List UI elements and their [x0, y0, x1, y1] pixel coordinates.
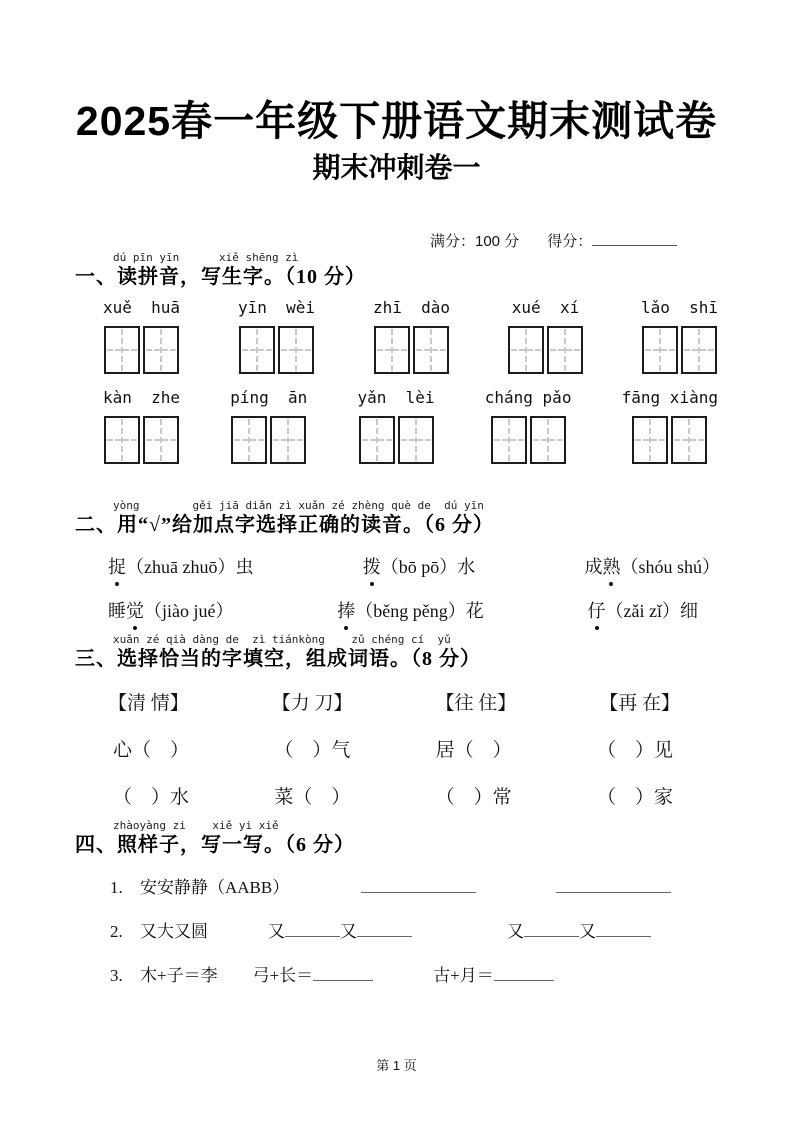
writing-box-pair: [642, 326, 717, 374]
grid-cell: [358, 388, 435, 464]
writing-box[interactable]: [681, 326, 717, 374]
fill-word-row-1: [113, 735, 673, 762]
score-label: 得分：: [547, 233, 593, 250]
item-prefix: 成: [584, 557, 603, 577]
writing-box[interactable]: [398, 416, 434, 464]
fill-word-blank[interactable]: 菜（ ）: [274, 787, 351, 808]
writing-box[interactable]: [104, 326, 140, 374]
pinyin-word: píng ān: [230, 388, 308, 407]
section-2-heading: 二、用“√”给加点字选择正确的读音。（6 分）: [75, 514, 494, 536]
item-number: 3.: [110, 966, 123, 985]
example-item-1: [110, 874, 735, 902]
fill-word-blank[interactable]: （ ）常: [435, 787, 512, 808]
pronunciation-row-2: [108, 596, 698, 626]
writing-box[interactable]: [671, 416, 707, 464]
grid-cell: [622, 388, 718, 464]
item-example-text: 又大又圆: [140, 922, 208, 941]
item-number: 2.: [110, 922, 123, 941]
fill-word-blank[interactable]: （ ）水: [113, 787, 190, 808]
section-1-pinyin: dú pīn yīn xiě shēng zì: [113, 251, 299, 264]
writing-box[interactable]: [632, 416, 668, 464]
answer-blank[interactable]: [313, 965, 373, 981]
fill-word-blank[interactable]: （ ）见: [596, 740, 673, 761]
equation-text: 古+月＝: [433, 966, 494, 985]
page-subtitle: 期末冲刺卷一: [312, 152, 481, 183]
writing-box[interactable]: [143, 326, 179, 374]
writing-box-pair: [359, 416, 434, 464]
writing-box[interactable]: [270, 416, 306, 464]
writing-box[interactable]: [359, 416, 395, 464]
writing-box[interactable]: [547, 326, 583, 374]
section-2-pinyin: yòng gěi jiā diǎn zì xuǎn zé zhèng què de dú yīn: [113, 499, 484, 512]
pronunciation-item[interactable]: [363, 552, 476, 582]
item-example-text: 安安静静（AABB）: [140, 878, 290, 897]
section-3-pinyin: xuǎn zé qià dàng de zì tiánkòng zǔ chéng cí yǔ: [113, 633, 451, 646]
fill-word-blank[interactable]: （ ）家: [596, 787, 673, 808]
item-options: （zǎi zǐ）细: [605, 601, 698, 621]
section-4-pinyin: zhàoyàng zi xiě yi xiě: [113, 819, 279, 832]
section-4: [75, 820, 735, 990]
character-option-pair: 【清 情】: [108, 693, 189, 714]
writing-box-pair: [508, 326, 583, 374]
answer-blank[interactable]: [361, 877, 476, 893]
writing-grid-rows: [103, 298, 718, 464]
grid-cell: [373, 298, 450, 374]
section-3: [75, 634, 735, 809]
dotted-character: 仔: [588, 596, 606, 626]
answer-blank[interactable]: [494, 965, 554, 981]
pinyin-word: kàn zhe: [103, 388, 181, 407]
writing-box-pair: [231, 416, 306, 464]
dotted-character: 拨: [363, 552, 381, 582]
pronunciation-item[interactable]: [588, 596, 698, 626]
answer-blank[interactable]: [556, 877, 671, 893]
full-score-label: 满分：100 分: [430, 233, 520, 250]
grid-row-1: [103, 298, 718, 374]
writing-box[interactable]: [278, 326, 314, 374]
fill-word-blank[interactable]: 居（ ）: [435, 740, 512, 761]
fill-word-row-2: [113, 782, 673, 809]
you-char: 又: [268, 922, 285, 941]
you-char: 又: [579, 922, 596, 941]
fill-word-blank[interactable]: （ ）气: [274, 740, 351, 761]
item-options: （bō pō）水: [380, 557, 476, 577]
section-3-heading: 三、选择恰当的字填空，组成词语。（8 分）: [75, 648, 481, 670]
character-option-pair: 【力 刀】: [271, 693, 353, 714]
item-options: （běng pěng）花: [355, 601, 484, 621]
pronunciation-item[interactable]: [337, 596, 483, 626]
writing-box[interactable]: [143, 416, 179, 464]
page-number: 第 1 页: [376, 1058, 417, 1073]
writing-box-pair: [104, 326, 179, 374]
you-char: 又: [507, 922, 524, 941]
writing-box[interactable]: [104, 416, 140, 464]
score-line: [430, 230, 677, 251]
you-char: 又: [340, 922, 357, 941]
writing-box[interactable]: [642, 326, 678, 374]
writing-box[interactable]: [530, 416, 566, 464]
writing-box-pair: [239, 326, 314, 374]
character-options-row: [108, 688, 680, 715]
pinyin-word: cháng pǎo: [484, 388, 572, 407]
pronunciation-row-1: [108, 552, 720, 582]
grid-cell: [230, 388, 307, 464]
item-example-text: 木+子＝李: [140, 966, 218, 985]
pronunciation-item[interactable]: [108, 552, 253, 582]
pronunciation-item[interactable]: [108, 596, 233, 626]
writing-box[interactable]: [491, 416, 527, 464]
pinyin-word: yǎn lèi: [357, 388, 435, 407]
item-options: （shóu shú）: [620, 557, 720, 577]
pinyin-word: xuě huā: [103, 298, 181, 317]
writing-box[interactable]: [508, 326, 544, 374]
grid-cell: [508, 298, 583, 374]
dotted-character: 觉: [126, 596, 144, 626]
section-4-heading: 四、照样子，写一写。（6 分）: [75, 834, 355, 856]
pinyin-word: zhī dào: [373, 298, 451, 317]
answer-blank[interactable]: [357, 921, 412, 937]
example-item-2: [110, 918, 735, 946]
example-item-3: [110, 962, 735, 990]
character-option-pair: 【再 在】: [599, 693, 680, 714]
writing-box[interactable]: [374, 326, 410, 374]
score-input-blank[interactable]: [592, 232, 677, 246]
grid-cell: [103, 298, 180, 374]
pinyin-word: xué xí: [511, 298, 580, 317]
grid-cell: [485, 388, 572, 464]
writing-box[interactable]: [239, 326, 275, 374]
writing-box[interactable]: [413, 326, 449, 374]
grid-cell: [103, 388, 180, 464]
writing-box-pair: [632, 416, 707, 464]
pronunciation-item[interactable]: [584, 552, 720, 582]
dotted-character: 捉: [108, 552, 126, 582]
pinyin-word: yīn wèi: [238, 298, 316, 317]
item-options: （jiào jué）: [144, 601, 234, 621]
pinyin-word: lǎo shī: [640, 298, 718, 317]
answer-blank[interactable]: [524, 921, 579, 937]
grid-cell: [641, 298, 718, 374]
section-2: [75, 500, 735, 626]
section-1-heading: 一、读拼音，写生字。（10 分）: [75, 266, 366, 288]
dotted-character: 熟: [602, 552, 620, 582]
equation-text: 弓+长＝: [252, 966, 314, 985]
dotted-character: 捧: [337, 596, 355, 626]
pinyin-word: fāng xiàng: [621, 388, 718, 407]
item-options: （zhuā zhuō）虫: [126, 557, 254, 577]
item-number: 1.: [110, 878, 123, 897]
writing-box-pair: [491, 416, 566, 464]
grid-cell: [238, 298, 315, 374]
section-1: [75, 252, 735, 478]
fill-word-blank[interactable]: 心（ ）: [113, 740, 190, 761]
item-prefix: 睡: [108, 601, 126, 621]
page-title: 2025春一年级下册语文期末测试卷: [75, 98, 718, 144]
writing-box-pair: [104, 416, 179, 464]
answer-blank[interactable]: [285, 921, 340, 937]
answer-blank[interactable]: [596, 921, 651, 937]
writing-box[interactable]: [231, 416, 267, 464]
grid-row-2: [103, 388, 718, 464]
character-option-pair: 【往 住】: [435, 693, 517, 714]
writing-box-pair: [374, 326, 449, 374]
